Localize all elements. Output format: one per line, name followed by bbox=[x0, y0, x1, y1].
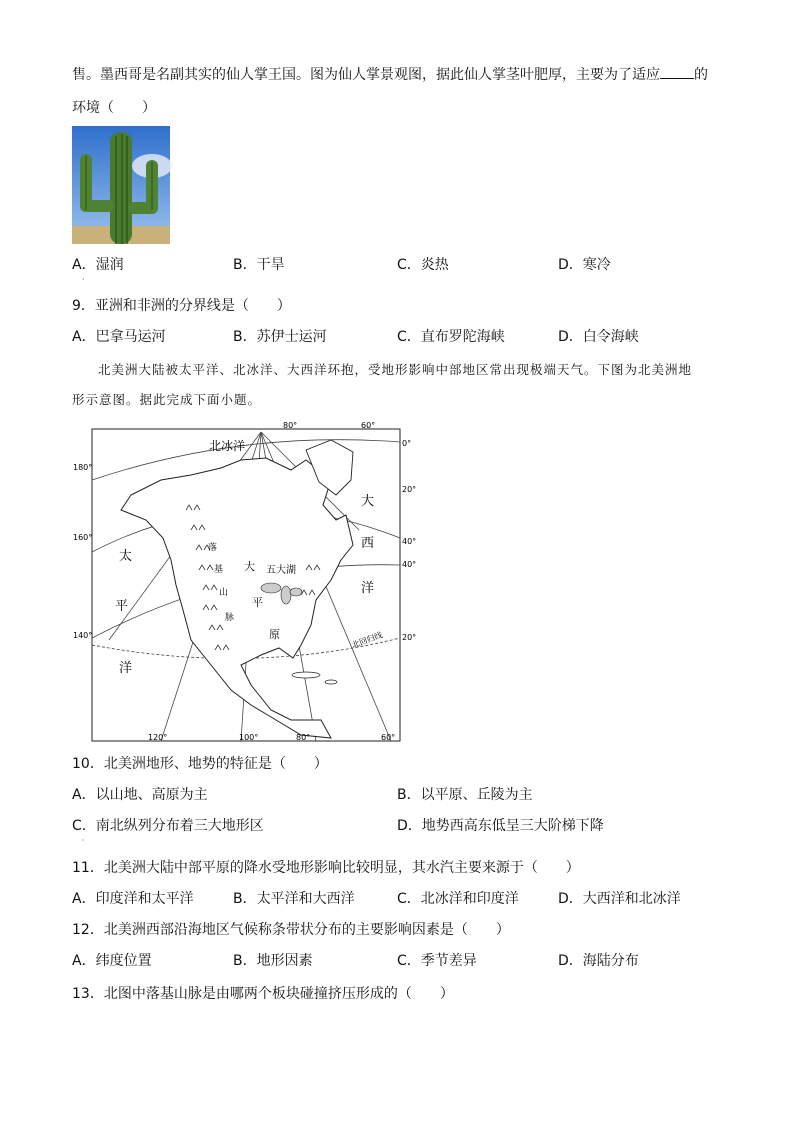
q12-stem: 12．北美洲西部沿海地区气候称条带状分布的主要影响因素是（ ） bbox=[72, 922, 510, 938]
q9-options bbox=[72, 327, 732, 347]
label-plain-2: 平 bbox=[252, 596, 263, 609]
label-rocky-3: 山 bbox=[219, 588, 229, 598]
q8-stem-line2: 环境（ ） bbox=[72, 100, 156, 116]
q11-option-b[interactable]: B．太平洋和大西洋 bbox=[233, 891, 355, 907]
q13-stem: 13．北图中落基山脉是由哪两个板块碰撞挤压形成的（ ） bbox=[72, 986, 454, 1002]
deg-right-40b: 40° bbox=[402, 560, 417, 569]
q12-option-b[interactable]: B．地形因素 bbox=[233, 953, 313, 969]
q12-option-a[interactable]: A．纬度位置 bbox=[72, 953, 152, 969]
q9-option-d[interactable]: D．白令海峡 bbox=[558, 329, 639, 345]
label-tropic: 北回归线 bbox=[350, 630, 384, 650]
north-america-map bbox=[73, 420, 417, 745]
q10-options-row2 bbox=[72, 816, 732, 836]
q10-option-c[interactable]: C．南北纵列分布着三大地形区 bbox=[72, 818, 264, 834]
label-great-lakes: 五大湖 bbox=[266, 565, 296, 576]
q10-options-row1 bbox=[72, 785, 732, 805]
q8-stem-line1: 售。墨西哥是名副其实的仙人掌王国。图为仙人掌景观图，据此仙人掌茎叶肥厚，主要为了适应 的 bbox=[72, 64, 708, 85]
q9-stem: 9．亚洲和非洲的分界线是（ ） bbox=[72, 298, 291, 314]
q11-option-c[interactable]: C．北冰洋和印度洋 bbox=[397, 891, 519, 907]
mark-dot: · bbox=[82, 275, 85, 284]
q12-option-c[interactable]: C．季节差异 bbox=[397, 953, 477, 969]
deg-bottom-60: 60° bbox=[381, 733, 396, 742]
q11-options bbox=[72, 889, 732, 909]
q8-option-a[interactable]: A．湿润 bbox=[72, 257, 124, 273]
q10-stem: 10．北美洲地形、地势的特征是（ ） bbox=[72, 756, 328, 772]
deg-bottom-80: 80° bbox=[296, 733, 311, 742]
q8-options bbox=[72, 255, 732, 275]
q10-option-a[interactable]: A．以山地、高原为主 bbox=[72, 787, 208, 803]
q8-option-d[interactable]: D．寒冷 bbox=[558, 257, 611, 273]
mark-dot: · bbox=[82, 836, 85, 845]
q11-option-a[interactable]: A．印度洋和太平洋 bbox=[72, 891, 194, 907]
label-atlantic-1: 大 bbox=[361, 494, 375, 509]
label-arctic-ocean: 北冰洋 bbox=[209, 439, 246, 453]
label-pacific-1: 太 bbox=[119, 549, 133, 564]
label-rocky-1: 落 bbox=[208, 543, 218, 553]
label-rocky-4: 脉 bbox=[225, 613, 235, 623]
deg-left-160: 160° bbox=[73, 533, 93, 542]
label-atlantic-2: 西 bbox=[361, 536, 375, 551]
deg-top-80: 80° bbox=[283, 421, 298, 430]
deg-right-40a: 40° bbox=[402, 537, 417, 546]
label-pacific-3: 洋 bbox=[119, 661, 133, 676]
q8-option-c[interactable]: C．炎热 bbox=[397, 257, 449, 273]
q11-stem: 11．北美洲大陆中部平原的降水受地形影响比较明显，其水汽主要来源于（ ） bbox=[72, 860, 580, 876]
passage-line1: 北美洲大陆被太平洋、北冰洋、大西洋环抱，受地形影响中部地区常出现极端天气。下图为北美洲地 bbox=[98, 362, 693, 377]
passage-line2: 形示意图。据此完成下面小题。 bbox=[72, 392, 262, 407]
q10-option-b[interactable]: B．以平原、丘陵为主 bbox=[397, 787, 533, 803]
label-atlantic-3: 洋 bbox=[361, 581, 375, 596]
deg-bottom-120: 120° bbox=[148, 733, 168, 742]
deg-right-20b: 20° bbox=[402, 633, 417, 642]
label-pacific-2: 平 bbox=[115, 599, 129, 614]
q12-option-d[interactable]: D．海陆分布 bbox=[558, 953, 639, 969]
answer-blank bbox=[660, 64, 694, 79]
deg-top-60: 60° bbox=[361, 421, 376, 430]
cactus-photo bbox=[72, 126, 170, 244]
label-rocky-2: 基 bbox=[214, 565, 224, 575]
q9-option-b[interactable]: B．苏伊士运河 bbox=[233, 329, 327, 345]
deg-right-20a: 20° bbox=[402, 485, 417, 494]
label-plain-3: 原 bbox=[269, 628, 280, 641]
q8-option-b[interactable]: B．干旱 bbox=[233, 257, 285, 273]
q10-option-d[interactable]: D．地势西高东低呈三大阶梯下降 bbox=[397, 818, 604, 834]
q9-option-a[interactable]: A．巴拿马运河 bbox=[72, 329, 166, 345]
q11-option-d[interactable]: D．大西洋和北冰洋 bbox=[558, 891, 681, 907]
deg-left-140: 140° bbox=[73, 631, 93, 640]
deg-left-180: 180° bbox=[73, 463, 93, 472]
deg-bottom-100: 100° bbox=[239, 733, 259, 742]
label-plain-1: 大 bbox=[244, 560, 255, 573]
deg-right-0: 0° bbox=[402, 439, 412, 448]
q12-options bbox=[72, 951, 732, 971]
q9-option-c[interactable]: C．直布罗陀海峡 bbox=[397, 329, 505, 345]
